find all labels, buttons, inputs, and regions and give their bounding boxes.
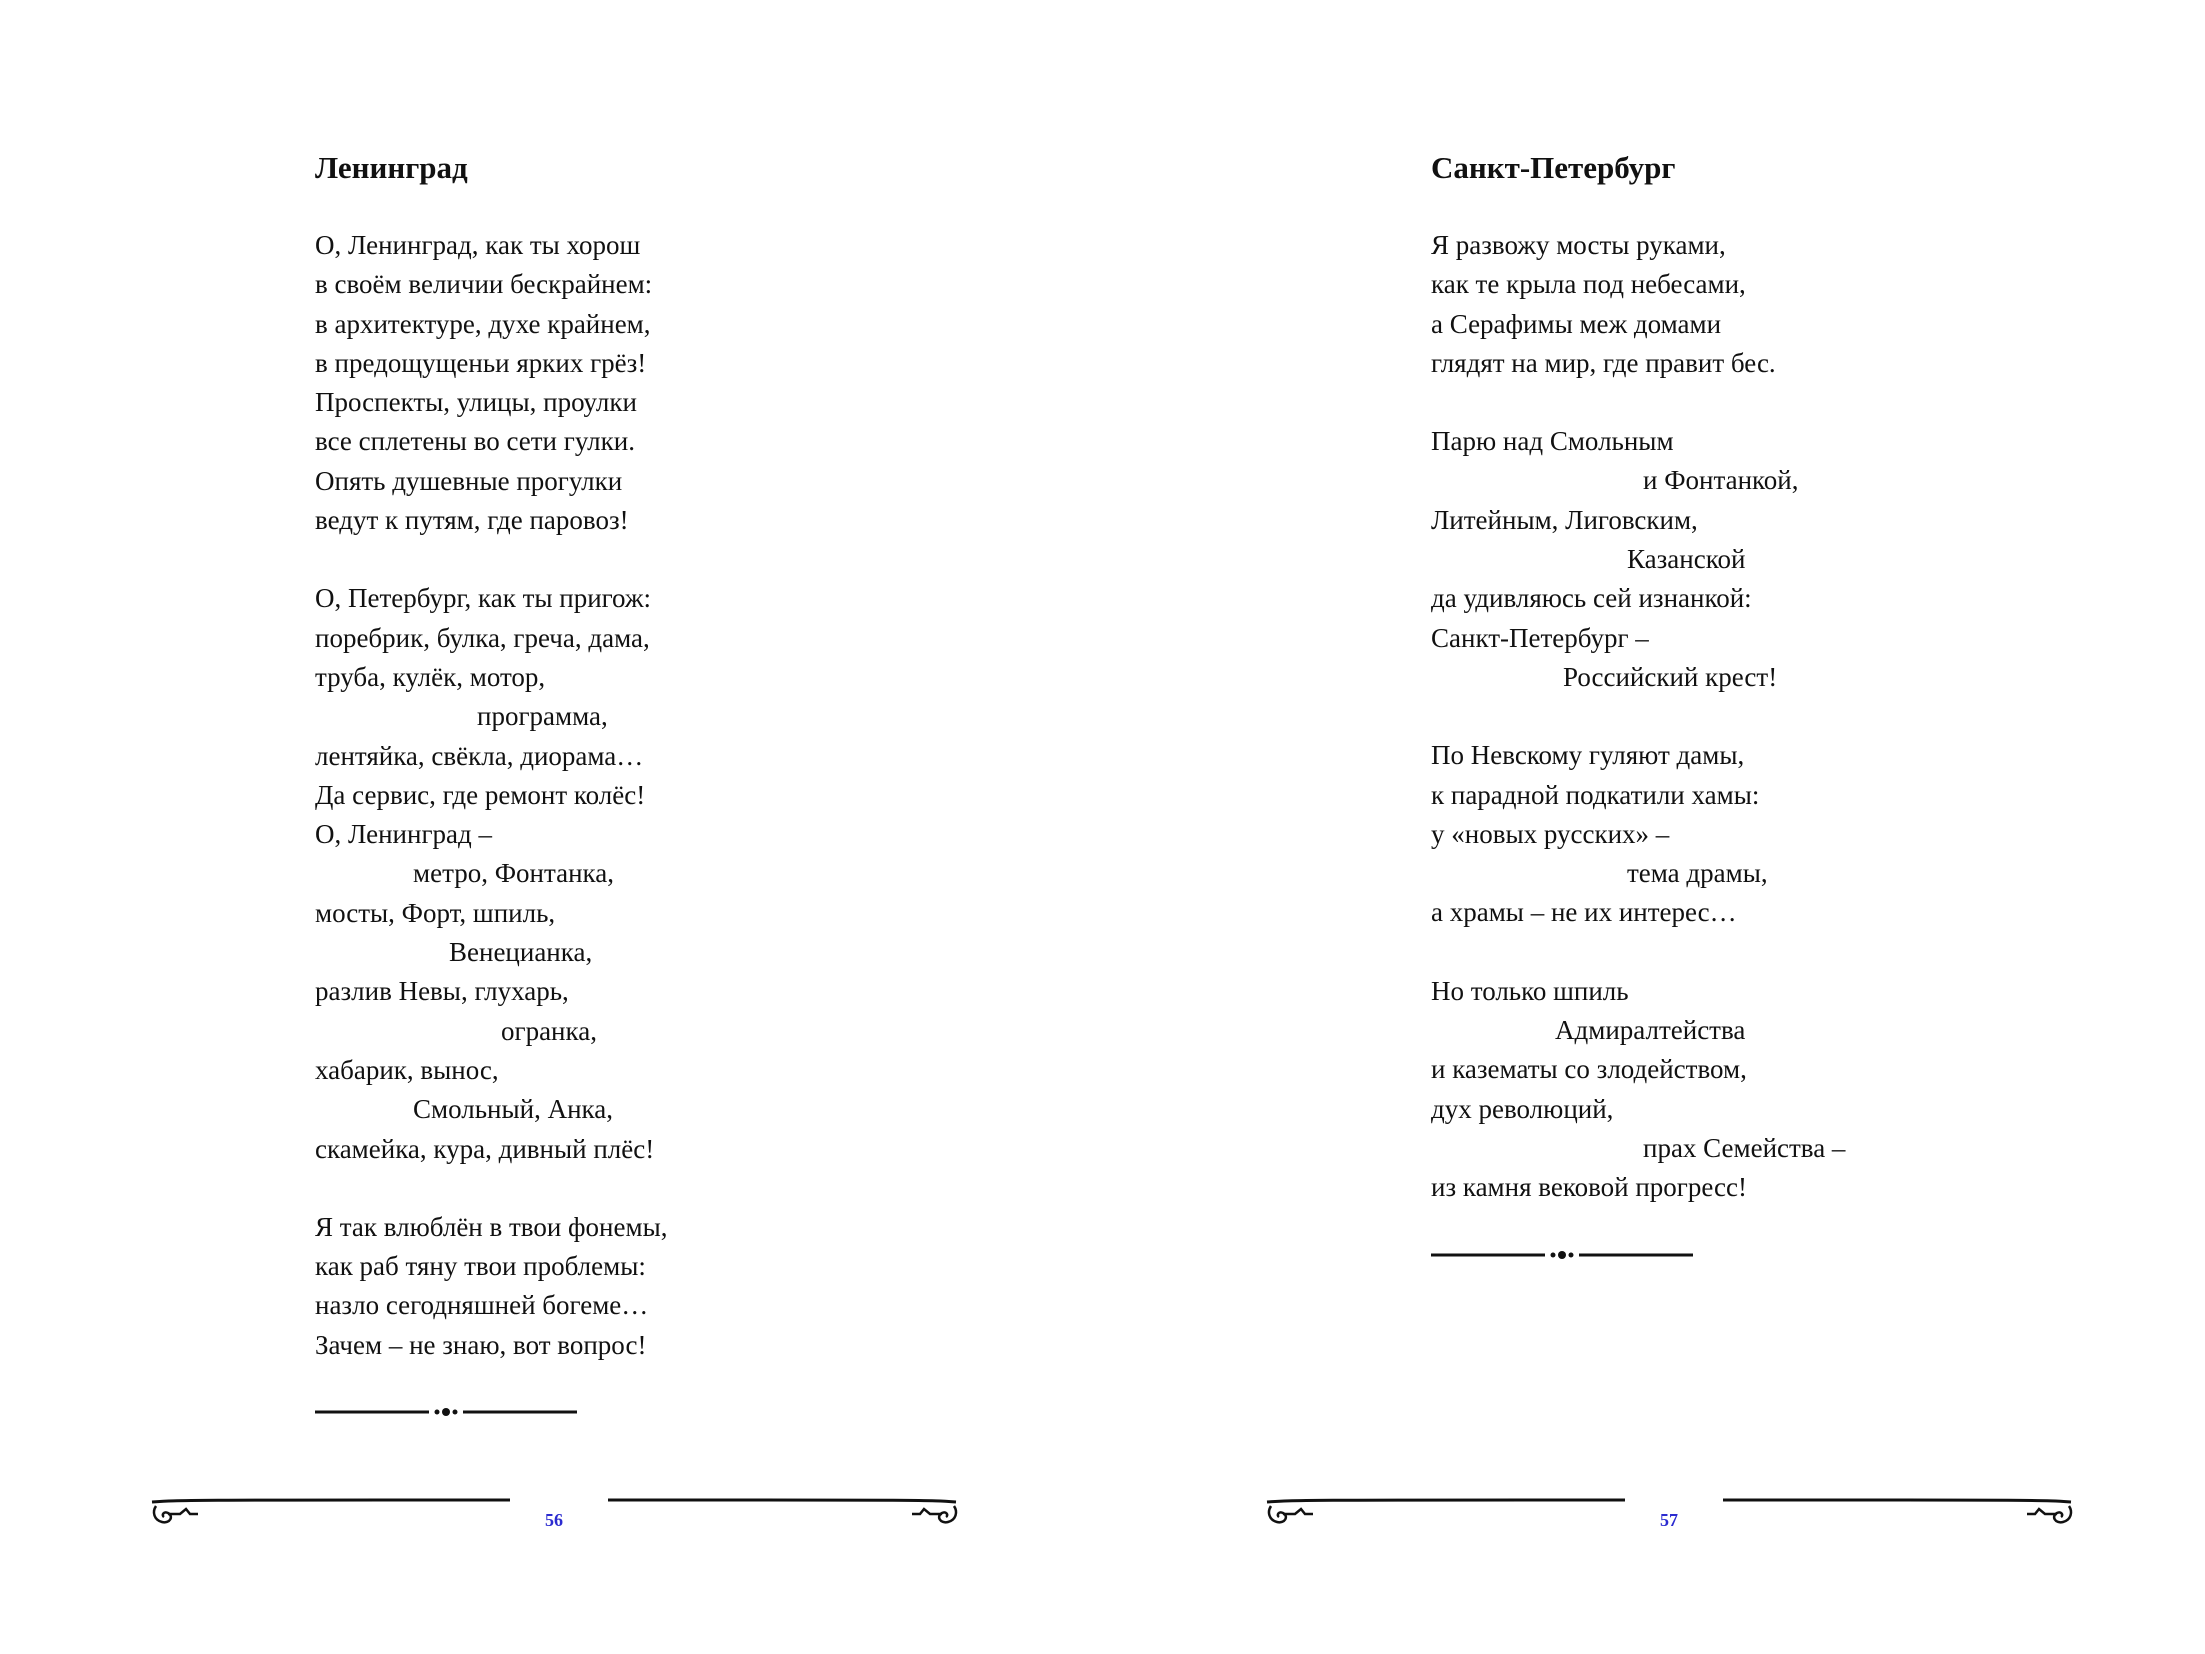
- poem-line: О, Ленинград, как ты хорош: [315, 230, 641, 260]
- poem-line: Смольный, Анка,: [413, 1094, 613, 1125]
- poem-line: Российский крест!: [1563, 661, 1778, 692]
- poem-line: из камня вековой прогресс!: [1431, 1172, 1747, 1203]
- stanza-2: [315, 579, 667, 1168]
- stanza-3: [315, 1208, 667, 1365]
- poem-line: Венецианка,: [449, 937, 593, 968]
- poem-line: в своём величии бескрайнем:: [315, 269, 653, 300]
- poem-line: Проспекты, улицы, проулки: [315, 387, 637, 418]
- poem-line: а Серафимы меж домами: [1431, 308, 1722, 339]
- end-divider-icon: [1431, 1247, 1701, 1263]
- poem-line: скамейка, кура, дивный плёс!: [315, 1133, 655, 1164]
- poem-line: труба, кулёк, мотор,: [315, 661, 546, 692]
- left-page: [0, 0, 1102, 1654]
- poem-line: все сплетены во сети гулки.: [315, 426, 635, 457]
- poem-line: дух революций,: [1431, 1093, 1614, 1124]
- poem-line: Санкт-Петербург –: [1431, 622, 1649, 653]
- poem-line: Опять душевные прогулки: [315, 465, 623, 496]
- poem-line: Но только шпиль: [1431, 975, 1629, 1006]
- stanza-1: [1431, 226, 1845, 383]
- poem-line: О, Ленинград –: [315, 819, 493, 850]
- page-number: 56: [545, 1510, 563, 1530]
- poem-line: Зачем – не знаю, вот вопрос!: [315, 1329, 647, 1360]
- poem-line: Литейным, Лиговским,: [1431, 504, 1698, 535]
- poem-line: прах Семейства –: [1643, 1132, 1846, 1163]
- right-page: [1103, 0, 2205, 1654]
- poem-line: а храмы – не их интерес…: [1431, 897, 1737, 928]
- poem-line: огранка,: [501, 1015, 597, 1046]
- stanza-2: [1431, 422, 1845, 697]
- poem-line: По Невскому гуляют дамы,: [1431, 740, 1745, 771]
- poem-line: и Фонтанкой,: [1643, 465, 1799, 496]
- poem-line: да удивляюсь сей изнанкой:: [1431, 583, 1752, 614]
- poem-line: Да сервис, где ремонт колёс!: [315, 779, 646, 810]
- poem-line: к парадной подкатили хамы:: [1431, 779, 1760, 810]
- poem-line: в архитектуре, духе крайнем,: [315, 308, 651, 339]
- poem-line: Я так влюблён в твои фонемы,: [315, 1211, 668, 1242]
- poem-line: глядят на мир, где правит бес.: [1431, 347, 1776, 378]
- poem-line: хабарик, вынос,: [315, 1054, 499, 1085]
- poem-line: в предощущеньи ярких грёз!: [315, 347, 647, 378]
- poem-line: как те крыла под небесами,: [1431, 269, 1746, 300]
- poem-line: поребрик, булка, греча, дама,: [315, 622, 650, 653]
- poem-line: мосты, Форт, шпиль,: [315, 897, 556, 928]
- poem-title: Санкт-Петербург: [1431, 150, 1676, 185]
- poem-line: разлив Невы, глухарь,: [315, 976, 569, 1007]
- poem-line: и казематы со злодейством,: [1431, 1054, 1747, 1085]
- poem-sankt-peterburg: [1431, 148, 1845, 1263]
- poem-line: тема драмы,: [1627, 858, 1768, 889]
- poem-line: ведут к путям, где паровоз!: [315, 505, 629, 536]
- poem-line: Адмиралтейства: [1555, 1015, 1746, 1046]
- poem-title: Ленинград: [315, 150, 468, 185]
- stanza-1: [315, 226, 667, 540]
- poem-line: Я развожу мосты руками,: [1431, 230, 1726, 260]
- poem-line: лентяйка, свёкла, диорама…: [315, 740, 644, 771]
- stanza-3: [1431, 736, 1845, 932]
- end-divider-icon: [315, 1404, 585, 1420]
- page-number: 57: [1660, 1510, 1678, 1530]
- poem-line: программа,: [477, 701, 608, 732]
- poem-line: у «новых русских» –: [1431, 818, 1670, 849]
- poem-line: назло сегодняшней богеме…: [315, 1290, 649, 1321]
- poem-line: Парю над Смольным: [1431, 426, 1674, 457]
- stanza-4: [1431, 972, 1845, 1208]
- poem-line: Казанской: [1627, 544, 1746, 575]
- poem-leningrad: [315, 148, 667, 1420]
- poem-line: как раб тяну твои проблемы:: [315, 1251, 646, 1282]
- poem-line: О, Петербург, как ты пригож:: [315, 583, 652, 614]
- poem-line: метро, Фонтанка,: [413, 858, 614, 889]
